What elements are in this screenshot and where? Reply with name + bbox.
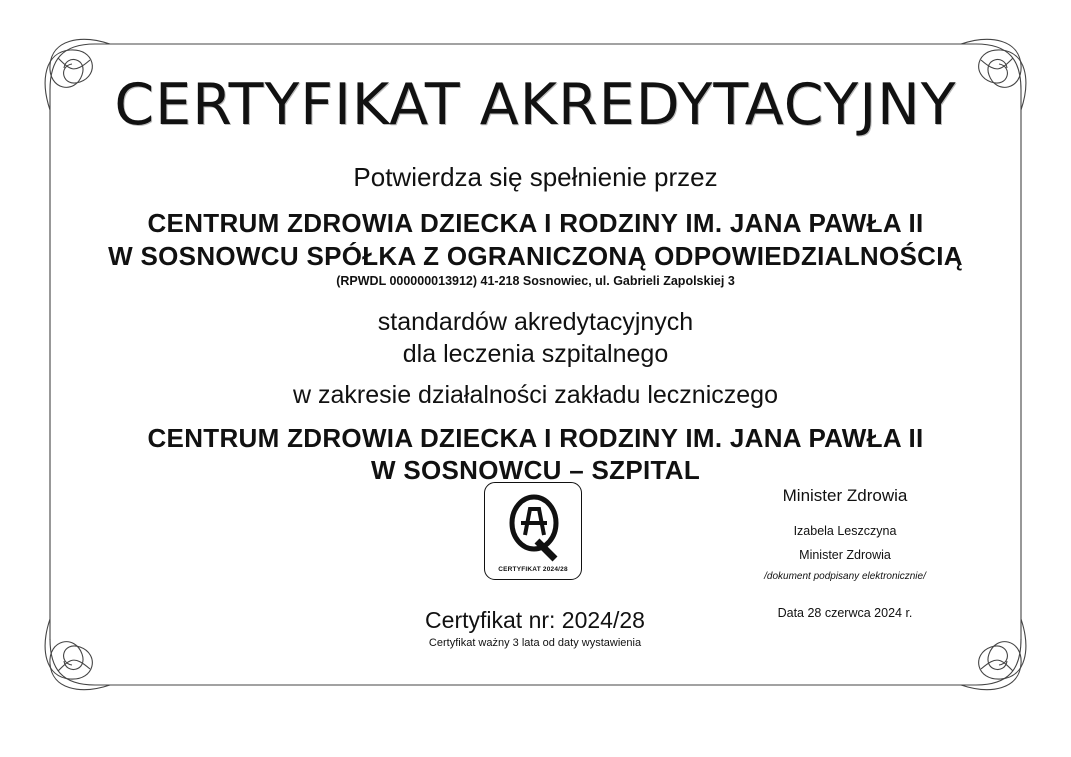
organization-name-line1: CENTRUM ZDROWIA DZIECKA I RODZINY IM. JANA PAWŁA II	[147, 208, 924, 238]
corner-ornament-bottom-right	[961, 619, 1026, 690]
organization-address: (RPWDL 000000013912) 41-218 Sosnowiec, ul. Gabrieli Zapolskiej 3	[336, 274, 735, 288]
certificate-title: CERTYFIKAT AKREDYTACYJNY	[114, 72, 957, 138]
scope-text: w zakresie działalności zakładu leczniczego	[293, 381, 778, 409]
certificate-validity: Certyfikat ważny 3 lata od daty wystawienia	[428, 637, 642, 649]
signatory-name: Izabela Leszczyna	[793, 524, 897, 538]
accreditation-logo	[484, 482, 582, 580]
organization-name-line2: W SOSNOWCU SPÓŁKA Z OGRANICZONĄ ODPOWIEDZIALNOŚCIĄ	[108, 241, 963, 271]
unit-name-line2: W SOSNOWCU – SZPITAL	[370, 455, 701, 485]
standards-text-line2: dla leczenia szpitalnego	[402, 340, 669, 368]
signatory-role: Minister Zdrowia	[799, 548, 891, 562]
intro-text: Potwierdza się spełnienie przez	[353, 162, 718, 192]
corner-ornament-bottom-left	[45, 619, 110, 690]
signatory-heading: Minister Zdrowia	[782, 486, 908, 505]
issue-date: Data 28 czerwca 2024 r.	[777, 606, 913, 620]
logo-caption: CERTYFIKAT 2024/28	[498, 566, 568, 573]
certificate-number: Certyfikat nr: 2024/28	[425, 607, 645, 633]
signature-note: /dokument podpisany elektronicznie/	[764, 571, 926, 582]
standards-text-line1: standardów akredytacyjnych	[377, 308, 694, 336]
unit-name-line1: CENTRUM ZDROWIA DZIECKA I RODZINY IM. JANA PAWŁA II	[147, 423, 924, 453]
